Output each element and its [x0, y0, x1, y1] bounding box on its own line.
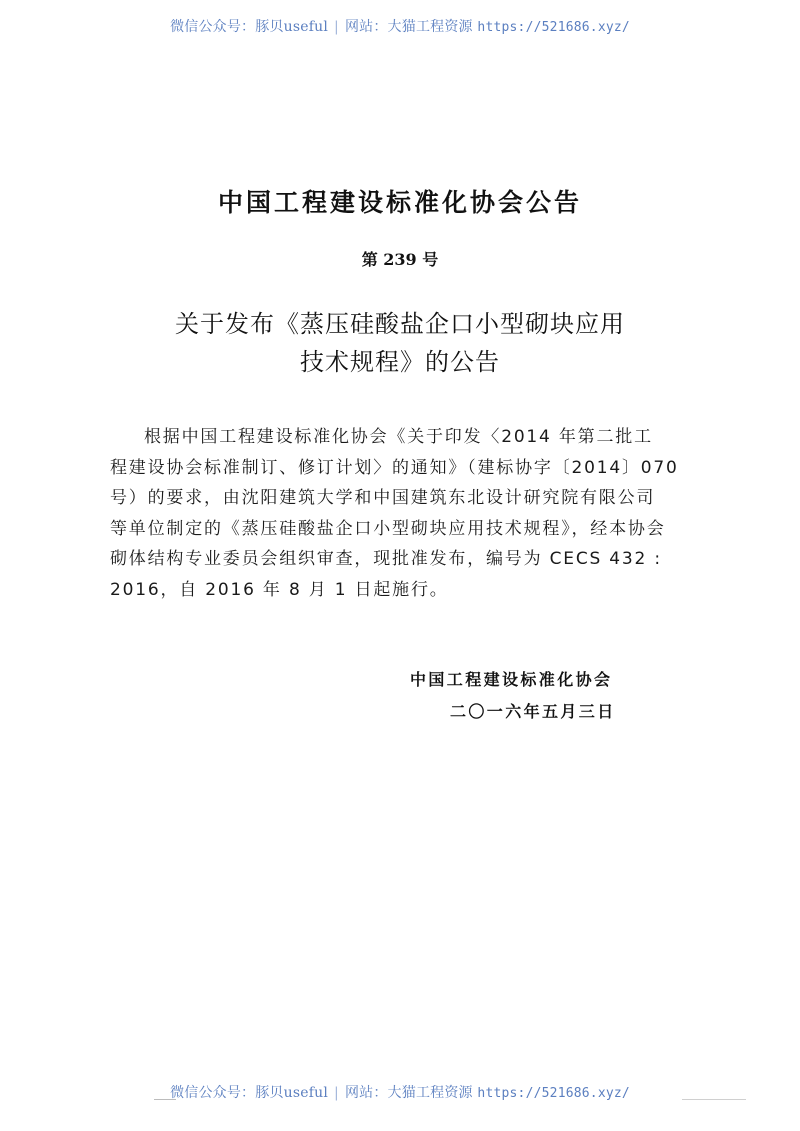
- subject-line-1: 关于发布《蒸压硅酸盐企口小型砌块应用: [175, 310, 625, 338]
- watermark-header: [0, 16, 800, 36]
- signature-organization: 中国工程建设标准化协会: [410, 670, 613, 689]
- body-line: 根据中国工程建设标准化协会《关于印发〈2014 年第二批工: [144, 427, 653, 447]
- watermark-separator: |: [334, 19, 339, 35]
- watermark-footer: [0, 1082, 800, 1102]
- organization-title: 中国工程建设标准化协会公告: [217, 188, 582, 217]
- signature-date: 二〇一六年五月三日: [450, 702, 616, 721]
- notice-number: 第 239 号: [361, 250, 439, 269]
- body-line: 号）的要求，由沈阳建筑大学和中国建筑东北设计研究院有限公司: [110, 488, 656, 509]
- body-line: 等单位制定的《蒸压硅酸盐企口小型砌块应用技术规程》，经本协会: [110, 518, 666, 539]
- watermark-separator: |: [334, 1085, 339, 1101]
- subject-line-2: 技术规程》的公告: [300, 348, 500, 376]
- body-line: 程建设协会标准制订、修订计划〉的通知》（建标协字〔2014〕070: [110, 457, 679, 478]
- watermark-wechat: 微信公众号：豚贝useful: [170, 1085, 329, 1101]
- body-line: 砌体结构专业委员会组织审查，现批准发布，编号为 CECS 432 :: [110, 549, 662, 570]
- watermark-url: https://521686.xyz/: [477, 1086, 630, 1101]
- watermark-site: 网站：大猫工程资源: [344, 19, 473, 35]
- announcement-subject: [0, 305, 800, 381]
- watermark-site: 网站：大猫工程资源: [344, 1085, 473, 1101]
- announcement-body: [110, 422, 698, 606]
- signature-block: [410, 664, 616, 728]
- body-line: 2016，自 2016 年 8 月 1 日起施行。: [110, 579, 449, 600]
- watermark-wechat: 微信公众号：豚贝useful: [170, 19, 329, 35]
- watermark-url: https://521686.xyz/: [477, 20, 630, 35]
